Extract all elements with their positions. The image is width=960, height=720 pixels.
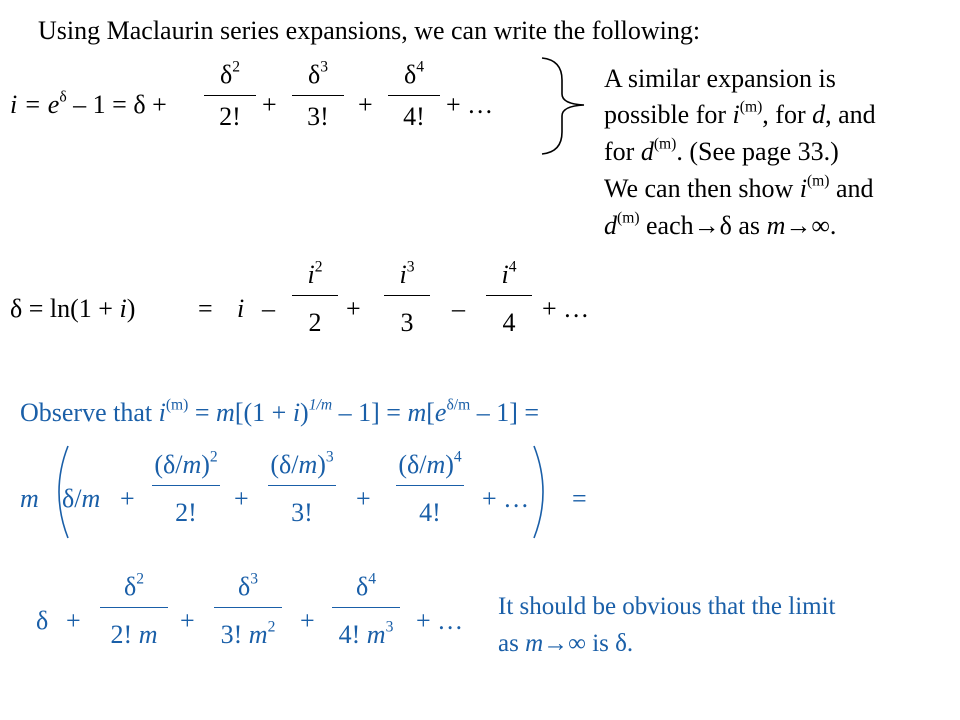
eq2-equals: = <box>198 294 213 323</box>
eq1-plus-2: + <box>358 90 373 119</box>
conclusion-line1: It should be obvious that the limit <box>498 593 836 620</box>
eq1-term-delta3: $\delta^3$ 3! <box>292 62 344 130</box>
conclusion-line2: as m→∞ is δ. <box>498 630 634 657</box>
eq2-term-i4: $i^4$ 4 <box>486 262 532 336</box>
eq3-m: m <box>20 484 39 513</box>
eq2-plus: + <box>346 294 361 323</box>
eq3-plus-2: + <box>234 484 249 513</box>
eq3-term-2: $(\delta/m)^2$ 2! <box>152 452 220 526</box>
heading: Using Maclaurin series expansions, we can write the following: <box>38 16 701 45</box>
eq1-plus-1: + <box>262 90 277 119</box>
eq1-term-delta4: $\delta^4$ 4! <box>388 62 440 130</box>
eq4-term-3: $\delta^3$ 3! $m^2$ <box>214 574 282 648</box>
eq3-term-3: $(\delta/m)^3$ 3! <box>268 452 336 526</box>
eq4-tail: + … <box>416 606 464 635</box>
eq2-lhs: δ = ln(1 + i) <box>10 294 136 323</box>
note-line5: $d^{(m)}$ each→δ as m→∞. <box>604 209 837 240</box>
eq4-plus-3: + <box>300 606 315 635</box>
arrow-icon: → <box>693 211 720 240</box>
eq3-equals: = <box>572 484 587 513</box>
note-line3: for $d^{(m)}$. (See page 33.) <box>604 135 839 166</box>
eq4-term-2: $\delta^2$ 2! m <box>100 574 168 648</box>
eq1-tail: + … <box>446 90 494 119</box>
eq4-plus-1: + <box>66 606 81 635</box>
arrow-icon: → <box>785 211 812 240</box>
note-line4: We can then show $i^{(m)}$ and <box>604 172 874 203</box>
eq2-minus-2: – <box>452 294 465 323</box>
eq1-term-delta2: $\delta^2$ 2! <box>204 62 256 130</box>
eq2-tail: + … <box>542 294 590 323</box>
observe-line: Observe that $i^{(m)} = m[(1 + i)^{1/m} - 1] = m[e^{\delta/m} - 1]$ = <box>20 396 540 427</box>
eq2-minus-1: – <box>262 294 275 323</box>
right-paren-icon <box>530 444 554 540</box>
eq2-i: i <box>237 294 245 323</box>
eq3-term-4: $(\delta/m)^4$ 4! <box>396 452 464 526</box>
eq3-first-term: δ/m <box>62 484 101 513</box>
eq3-tail: + … <box>482 484 530 513</box>
eq3-plus-3: + <box>356 484 371 513</box>
eq4-plus-2: + <box>180 606 195 635</box>
eq4-delta: δ <box>36 606 49 635</box>
eq4-term-4: $\delta^4$ 4! $m^3$ <box>332 574 400 648</box>
note-line2: possible for $i^{(m)}$, for d, and <box>604 98 876 129</box>
arrow-icon: → <box>543 630 569 657</box>
eq3-plus-1: + <box>120 484 135 513</box>
eq2-term-i2: $i^2$ 2 <box>292 262 338 336</box>
eq2-term-i3: $i^3$ 3 <box>384 262 430 336</box>
right-brace-icon <box>540 56 590 156</box>
note-line1: A similar expansion is <box>604 64 836 93</box>
eq1-lhs: $i = e^\delta - 1 = \delta$ + <box>10 88 167 119</box>
